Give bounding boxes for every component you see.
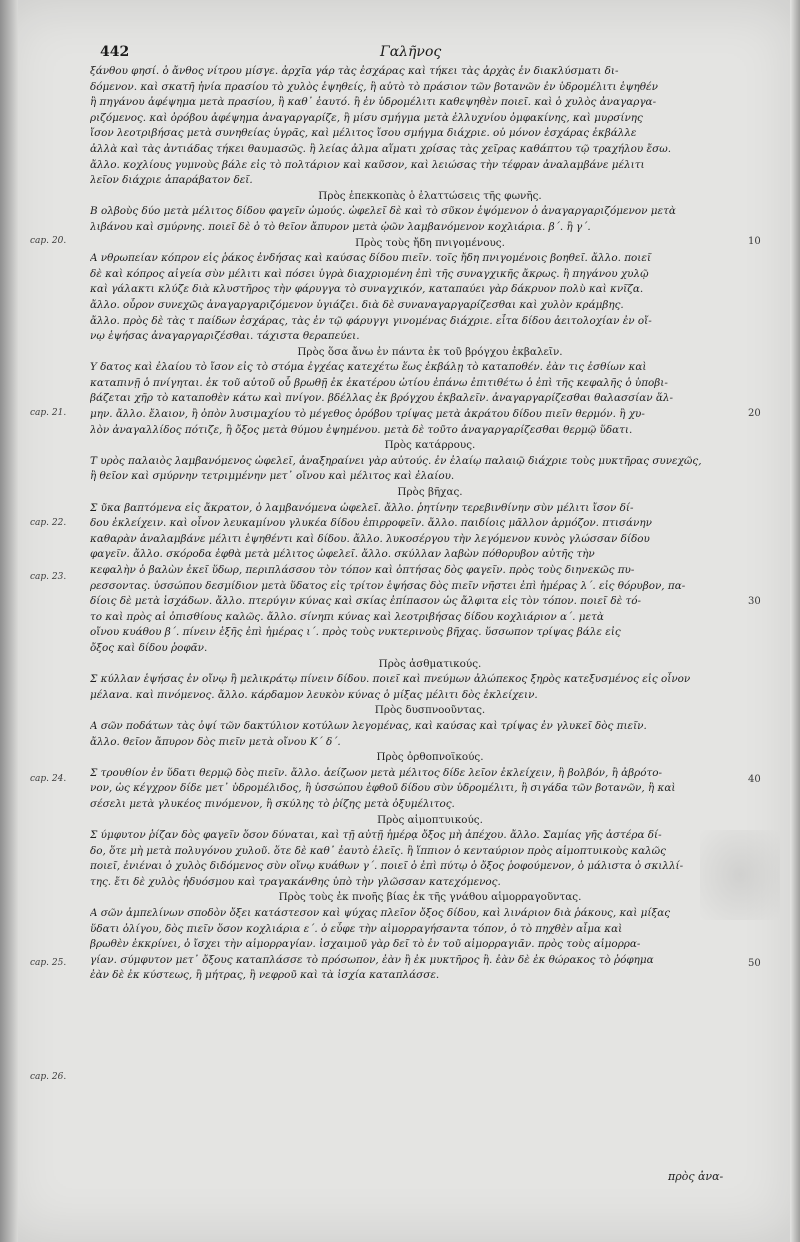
text-line: κεφαλὴν ὁ βαλὼν ἐκεῖ ὕδωρ, περιπλάσσου τὸν τόπον καὶ ὀπτήσας δὸς φαγεῖν. πρὸς τοὺς διηνεκῶς πυ- (90, 564, 635, 576)
margin-note-chapter: cap. 26. (30, 1072, 67, 1082)
text-line: ἄλλο. θεῖον ἄπυρον δὸς πιεῖν μετὰ οἴνου Κ΄ δ΄. (90, 735, 341, 748)
text-line: βρωθὲν ἐκκρίνει, ὁ ἴσχει τὴν αἱμορραγίαν. ἰσχαιμοῦ γὰρ δεῖ τὸ ἐν τοῦ αἱμορραγιᾶν. πρὸς τοὺς αἱμορρα- (90, 938, 641, 951)
section-heading: Πρὸς ἀσθματικούς. (378, 657, 482, 670)
text-line: λιβάνου καὶ σμύρνης. ποιεῖ δὲ ὁ τὸ θεῖον ἄπυρον μετὰ ᾠῶν λαμβανόμενον κοχλιάρια. β΄. ἢ γ΄. (90, 220, 591, 233)
section-heading: Πρὸς ὀρθοπνοϊκούς. (376, 751, 484, 764)
text-line: το καὶ πρὸς αἱ ὀπισθίους καλῶς. ἄλλο. σίνηπι κύνας καὶ λεοτριβήσας δίδου κοχλιάριον α΄. μετὰ (90, 610, 604, 623)
margin-note-chapter: cap. 21. (30, 408, 67, 418)
text-line: ἄλλο. οὖρον συνεχῶς ἀναγαργαριζόμενον ὑγιάζει. διὰ δὲ συναναγαργαρίζεσθαι καὶ χυλὸν κράμβης. (90, 298, 624, 311)
text-line: νῳ ἑψήσας ἀναγαργαριζέσθαι. τάχιστα θεραπεύει. (90, 330, 360, 343)
text-line: ἄλλο. κοχλίους γυμνοὺς βάλε εἰς τὸ πολτάριον καὶ καῦσον, καὶ λειώσας τὴν τέφραν ἀναλαμβάνε μέλιτι (90, 158, 645, 171)
page-number: 442 (100, 44, 130, 60)
section-heading: Πρὸς αἱμοπτυικούς. (377, 813, 483, 826)
text-line: Υ δατος καὶ ἐλαίου τὸ ἴσον εἰς τὸ στόμα ἐγχέας κατεχέτω ἕως ἐκβάλῃ τὸ καταποθέν. ἐὰν τις ἐσθίων καὶ (90, 361, 647, 374)
text-line: ἄλλο. πρὸς δὲ τὰς τ παίδων ἐσχάρας, τὰς ἐν τῷ φάρυγγι γινομένας διάχριε. εἶτα δίδου ἀειτολοχίαν ἐν οἴ- (90, 314, 652, 327)
line-number: 10 (748, 236, 761, 247)
text-line: ὄξος καὶ δίδου ῥοφᾶν. (90, 641, 208, 654)
text-line: μην. ἄλλο. ἔλαιον, ἢ ὀπὸν λυσιμαχίου τὸ μέγεθος ὀρόβου τρίψας μετὰ ἀκράτου δίδου πιεῖν θερμόν. ἢ χυ- (90, 408, 645, 421)
text-line: καταπινῇ ὁ πνίγηται. ἐκ τοῦ αὐτοῦ οὗ βρωθῇ ἐκ ἑκατέρου ὠτίου ἐπάνω ἐπιτιθέτω ὁ ἐπὶ τῆς κεφαλῆς ὁ ὑποβι- (90, 376, 668, 389)
text-line: καθαρὰν ἀναλαμβάνε μέλιτι ἑψηθέντι καὶ δίδου. ἄλλο. λυκοσέργου τὴν λεγόμενον κυνὸς γλώσσαν δίδου (90, 532, 650, 545)
text-line: δίοις δὲ μετὰ ἰσχάδων. ἄλλο. πτερύγιν κύνας καὶ σκίας ἐπίπασον ὡς ἄλφιτα εἰς τὸν τόπον. ποιεῖ δὲ τό- (90, 595, 641, 608)
text-line: ἀλλὰ καὶ τὰς ἀντιάδας τήκει θαυμασῶς. ἢ λείας ἀλμα αἵματι χρίσας τὰς χεῖρας καθάπτου τῷ τραχήλου ἔσω. (90, 142, 671, 155)
text-line: γίαν. σύμφυτον μετ᾽ ὄξους καταπλάσσε τὸ πρόσωπον, ἐὰν ἢ ἐκ μυκτῆρος ἢ. ἐὰν δὲ ἐκ θώρακος τὸ ῥόφημα (90, 953, 654, 966)
text-line: Σ τρουθίον ἐν ὕδατι θερμῷ δὸς πιεῖν. ἄλλο. ἀείζωον μετὰ μέλιτος δίδε λεῖον ἐκλείχειν, ἢ βολβόν, ἢ ἀβρότο- (90, 766, 663, 779)
margin-note-chapter: cap. 20. (30, 236, 67, 246)
margin-note-chapter: cap. 22. (30, 518, 67, 528)
section-heading: Πρὸς τοὺς ἐκ πνοῆς βίας ἐκ τῆς γνάθου αἱμορραγοῦντας. (278, 891, 582, 904)
text-line: νον, ὡς κέγχρον δίδε μετ᾽ ὑδρομέλιδος, ἢ ὑσσώπου ἑφθοῦ δίδου σὺν ὑδρομέλιτι, ἢ σιγάδα τῶν βοτανῶν, ἢ καὶ (90, 782, 676, 795)
text-line: ἢ πηγάνου ἀφέψημα μετὰ πρασίου, ἢ καθ᾽ ἑαυτό. ἢ ἐν ὑδρομέλιτι καθεψηθὲν ποιεῖ. καὶ ὁ χυλὸς ἀναγαργα- (90, 96, 657, 109)
text-line: βάζεται χῆρ τὸ καταποθὲν κάτω καὶ πνίγον. βδέλλας ἐκ βρόγχου ἐκβαλεῖν. ἀναγαργαρίζεσθαι θαλασσίαν ἅλ- (90, 392, 674, 405)
margin-note-chapter: cap. 24. (30, 774, 67, 784)
text-block (90, 64, 770, 984)
text-line: ποιεῖ, ἐνιέναι ὁ χυλὸς διδόμενος σὺν οἴνῳ κυάθων γ΄. ποιεῖ ὁ ἐπὶ πύτῳ ὁ ὄξος ῥοφούμενον, ὁ μάλιστα ὁ σκιλλί- (90, 860, 684, 873)
text-line: Α νθρωπείαν κόπρον εἰς ῥάκος ἐνδήσας καὶ καύσας δίδου πιεῖν. τοῖς ἤδη πνιγομένοις βοηθεῖ. ἄλλο. ποιεῖ (90, 252, 652, 265)
text-line: της. ἔτι δὲ χυλὸς ἡδυόσμου καὶ τραγακάνθης ὑπὸ τὴν γλῶσσαν κατεχόμενος. (90, 875, 501, 888)
text-line: Σ κύλλαν ἑψήσας ἐν οἴνῳ ἢ μελικράτῳ πίνειν δίδου. ποιεῖ καὶ πνεύμων ἀλώπεκος ξηρὸς κατεξυσμένος εἰς οἶνον (90, 673, 691, 686)
text-line: μέλανα. καὶ πινόμενος. ἄλλο. κάρδαμον λευκὸν κύνας ὁ μίξας μέλιτι δὸς ἐκλείχειν. (90, 688, 538, 701)
text-line: σέσελι μετὰ γλυκέος πινόμενον, ἢ σκύλης τὸ ῥίζης μετὰ ὀξυμέλιτος. (90, 797, 455, 810)
section-heading: Πρὸς ὅσα ἄνω ἐν πάντα ἐκ τοῦ βρόγχου ἐκβαλεῖν. (297, 345, 563, 358)
section-heading: Πρὸς δυσπνοοῦντας. (374, 704, 486, 717)
text-line: ἴσον λεοτριβήσας μετὰ συνηθείας ὑγρᾶς, καὶ μέλιτος ἴσου σμήγμα διάχριε. οὐ μόνον ἐσχάρας ἐκβάλλε (90, 127, 637, 140)
text-line: ἐὰν δὲ ἐκ κύστεως, ἢ μήτρας, ἢ νεφροῦ καὶ τὰ ἰσχία καταπλάσσε. (90, 969, 440, 982)
text-line: δὲ καὶ κόπρος αἰγεία σὺν μέλιτι καὶ πόσει ὑγρὰ διαχριομένη ἐπὶ τῆς συναγχικῆς ἄκρως. ἢ πηγάνου χυλῷ (90, 267, 649, 280)
running-title: Γαλῆνος (380, 44, 442, 60)
line-number: 50 (748, 958, 761, 969)
text-line: δου ἐκλείχειν. καὶ οἶνον λευκαμίνου γλυκέα δίδου ἐπιρροφεῖν. ἄλλο. παιδίοις μᾶλλον ἁρμόζον. πτισάνην (90, 517, 652, 530)
text-line: ριζόμενος. καὶ ὀρόβου ἀφέψημα ἀναγαργαρίζε, ἢ μίσυ σμήγμα μετὰ ἐλλυχνίου ὀμφακίνης, καὶ μυρσίνης (90, 111, 643, 124)
section-heading: Πρὸς βῆχας. (397, 486, 463, 499)
section-heading: Πρὸς τοὺς ἤδη πνιγομένους. (355, 236, 505, 249)
margin-note-chapter: cap. 23. (30, 572, 67, 582)
bleed-through-shadow (700, 830, 780, 920)
text-line: Τ υρὸς παλαιὸς λαμβανόμενος ὠφελεῖ, ἀναξηραίνει γὰρ αὐτούς. ἐν ἐλαίῳ παλαιῷ διάχριε τοὺς μυκτῆρας συνεχῶς, (90, 454, 702, 467)
line-number: 30 (748, 596, 761, 607)
text-line: φαγεῖν. ἄλλο. σκόροδα ἑφθὰ μετὰ μέλιτος ὠφελεῖ. ἄλλο. σκύλλαν λαβὼν πόθορυβον αὐτῆς τὴν (90, 548, 595, 561)
text-line: Α σῶν ποδάτων τὰς ὀψί τῶν δακτύλιον κοτύλων λεγομένας, καὶ καύσας καὶ τρίψας ἐν γλυκεῖ δὸς πιεῖν. (90, 719, 647, 732)
text-line: Α σῶν ἀμπελίνων σποδὸν ὄξει κατάστεσον καὶ ψύχας πλεῖον ὄξος δίδου, καὶ λινάριον διὰ ῥάκους, καὶ μίξας (90, 907, 671, 920)
text-line: λὸν ἀναγαλλίδος πότιζε, ἢ ὄξος μετὰ θύμου ἑψημένου. μετὰ δὲ τοῦτο ἀναγαργαρίζεσθαι θερμῷ ὕδατι. (90, 423, 633, 436)
running-head (100, 44, 760, 64)
text-line: δόμενον. καὶ σκατῆ ἠνία πρασίου τὸ χυλὸς ἑψηθείς, ἢ αὐτὸ τὸ πράσιον τῶν βοτανῶν ἐν ὑδρομέλιτι ἑψηθέν (90, 80, 658, 93)
text-line: οἴνου κυάθου β΄. πίνειν ἑξῆς ἐπὶ ἡμέρας ι΄. πρὸς τοὺς νυκτερινοὺς βῆχας. ὕσσωπον τρίψας βάλε εἰς (90, 626, 621, 639)
line-number: 40 (748, 774, 761, 785)
line-number: 20 (748, 408, 761, 419)
text-line: Σ ῦκα βαπτόμενα εἰς ἄκρατον, ὁ λαμβανόμενα ὠφελεῖ. ἄλλο. ῥητίνην τερεβινθίνην σὺν μέλιτι ἴσον δί- (90, 501, 634, 514)
text-line: Β ολβοὺς δύο μετὰ μέλιτος δίδου φαγεῖν ὠμούς. ὠφελεῖ δὲ καὶ τὸ σῦκον ἑψόμενον ὁ ἀναγαργαριζόμενον μετὰ (90, 205, 676, 218)
section-heading: Πρὸς κατάρρους. (384, 439, 476, 452)
text-line: Σ ύμφυτον ῥίζαν δὸς φαγεῖν ὅσον δύναται, καὶ τῇ αὐτῇ ἡμέρᾳ ὄξος μὴ ἀπέχου. ἄλλο. Σαμίας γῆς ἀστέρα δί- (90, 829, 662, 842)
text-line: ὕδατι ὀλίγου, δὸς πιεῖν ὅσον κοχλιάρια ε΄. ὁ εὖφε τὴν αἱμορραγήσαντα τόπον, ὁ τὸ πηχθὲν αἷμα καὶ (90, 922, 623, 935)
margin-note-chapter: cap. 25. (30, 958, 67, 968)
text-line: ξάνθου φησί. ὁ ἄνθος νίτρου μίσγε. ἀρχῖα γάρ τὰς ἐσχάρας καὶ τήκει τὰς ἀρχὰς ἐν διακλύσματι δι- (90, 65, 619, 77)
text-line: λεῖον διάχριε ἀπαράβατον δεῖ. (90, 174, 253, 187)
catchword: πρὸς ἀνα- (668, 1170, 724, 1183)
text-line: δο, ὅτε μὴ μετὰ πολυγόνου χυλοῦ. ὅτε δὲ καθ᾽ ἑαυτὸ ἐλεῖς. ἢ ἵππιον ὁ κενταύριον πρὸς αἱμοπτυικοὺς καλῶς (90, 844, 666, 857)
section-heading: Πρὸς ἐπεκκοπὰς ὁ ἐλαττώσεις τῆς φωνῆς. (318, 189, 542, 202)
text-line: καὶ γάλακτι κλύζε διὰ κλυστῆρος τὴν φάρυγγα τὸ συναγχικόν, καταπαύει γὰρ δάκρυον πολὺ καὶ κνῖζα. (90, 283, 644, 296)
text-line: ρεσσοντας. ὑσσώπου δεσμίδιον μετὰ ὕδατος εἰς τρίτον ἑψήσας δὸς πιεῖν νῆστει ἐπὶ ἡμέρας λ΄. εἰς θόρυβον, πα- (90, 579, 686, 592)
text-line: ἢ θεῖον καὶ σμύρνην τετριμμένην μετ᾽ οἴνου καὶ μέλιτος καὶ ἐλαίου. (90, 470, 455, 483)
